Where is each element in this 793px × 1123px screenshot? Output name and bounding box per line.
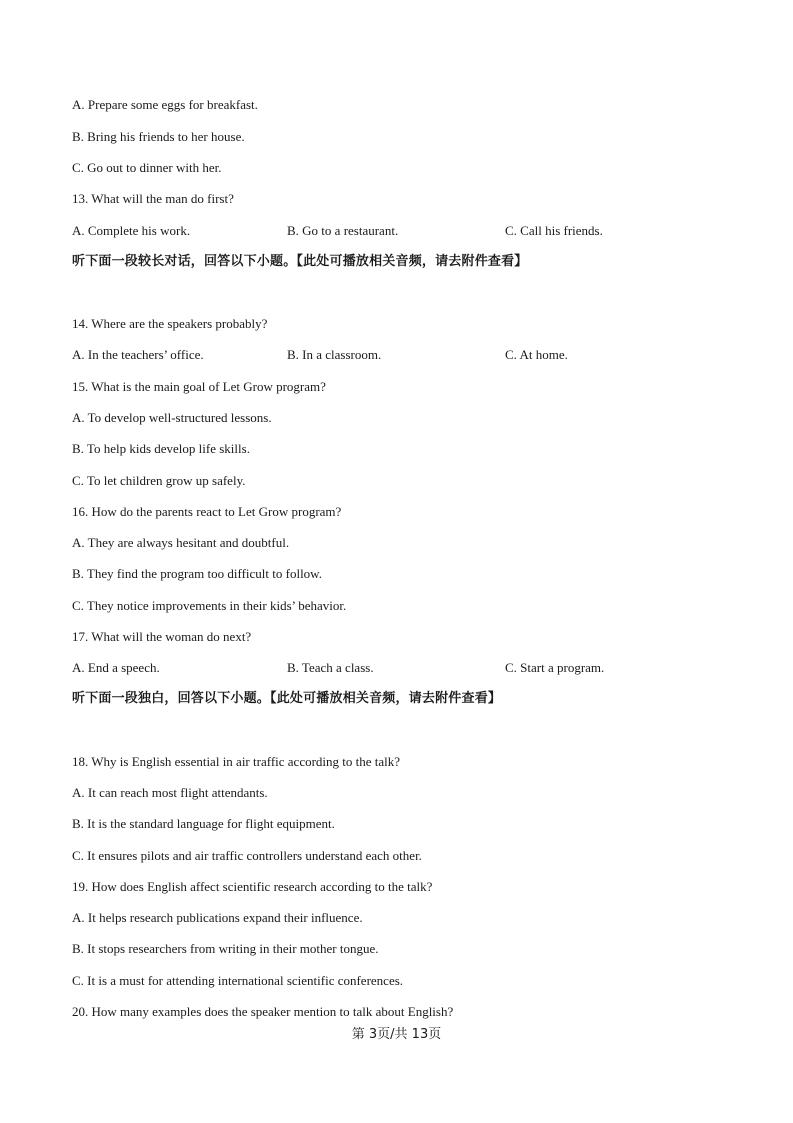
q19-option-b: B. It stops researchers from writing in their mother tongue. [72,941,379,956]
q14-question: 14. Where are the speakers probably? [72,316,268,331]
instruction-long-dialogue: 听下面一段较长对话，回答以下小题。【此处可播放相关音频，请去附件查看】 [72,254,528,269]
q15-option-b: B. To help kids develop life skills. [72,441,250,456]
q15-question: 15. What is the main goal of Let Grow program? [72,379,326,394]
page-number: 第 3页/共 13页 [351,1027,442,1042]
q13-option-a: A. Complete his work. [72,223,191,238]
q16-option-c: C. They notice improvements in their kids’ behavior. [72,598,347,613]
q17-options [72,660,692,676]
q18-option-b: B. It is the standard language for flight equipment. [72,816,335,831]
q19-option-c: C. It is a must for attending international scientific conferences. [72,973,404,988]
q12-option-b: B. Bring his friends to her house. [72,129,245,144]
q19-question: 19. How does English affect scientific research according to the talk? [72,879,433,894]
q18-option-c: C. It ensures pilots and air traffic controllers understand each other. [72,848,422,863]
q19-option-a: A. It helps research publications expand their influence. [72,910,363,925]
q15-option-c: C. To let children grow up safely. [72,473,246,488]
q14-option-a: A. In the teachers’ office. [72,347,204,362]
q17-option-c: C. Start a program. [505,660,605,675]
q12-option-a: A. Prepare some eggs for breakfast. [72,97,258,112]
q14-option-c: C. At home. [505,347,568,362]
instruction-monologue: 听下面一段独白，回答以下小题。【此处可播放相关音频，请去附件查看】 [72,691,502,706]
q14-option-b: B. In a classroom. [287,347,382,362]
q16-option-b: B. They find the program too difficult to follow. [72,566,322,581]
q16-question: 16. How do the parents react to Let Grow program? [72,504,342,519]
q16-option-a: A. They are always hesitant and doubtful. [72,535,290,550]
q13-option-c: C. Call his friends. [505,223,603,238]
q13-question: 13. What will the man do first? [72,191,234,206]
q13-options [72,223,692,239]
q20-question: 20. How many examples does the speaker mention to talk about English? [72,1004,454,1019]
q17-question: 17. What will the woman do next? [72,629,252,644]
q13-option-b: B. Go to a restaurant. [287,223,399,238]
q17-option-a: A. End a speech. [72,660,160,675]
q18-option-a: A. It can reach most flight attendants. [72,785,268,800]
q18-question: 18. Why is English essential in air traffic according to the talk? [72,754,401,769]
q17-option-b: B. Teach a class. [287,660,374,675]
q14-options [72,347,692,363]
q12-option-c: C. Go out to dinner with her. [72,160,222,175]
q15-option-a: A. To develop well-structured lessons. [72,410,272,425]
